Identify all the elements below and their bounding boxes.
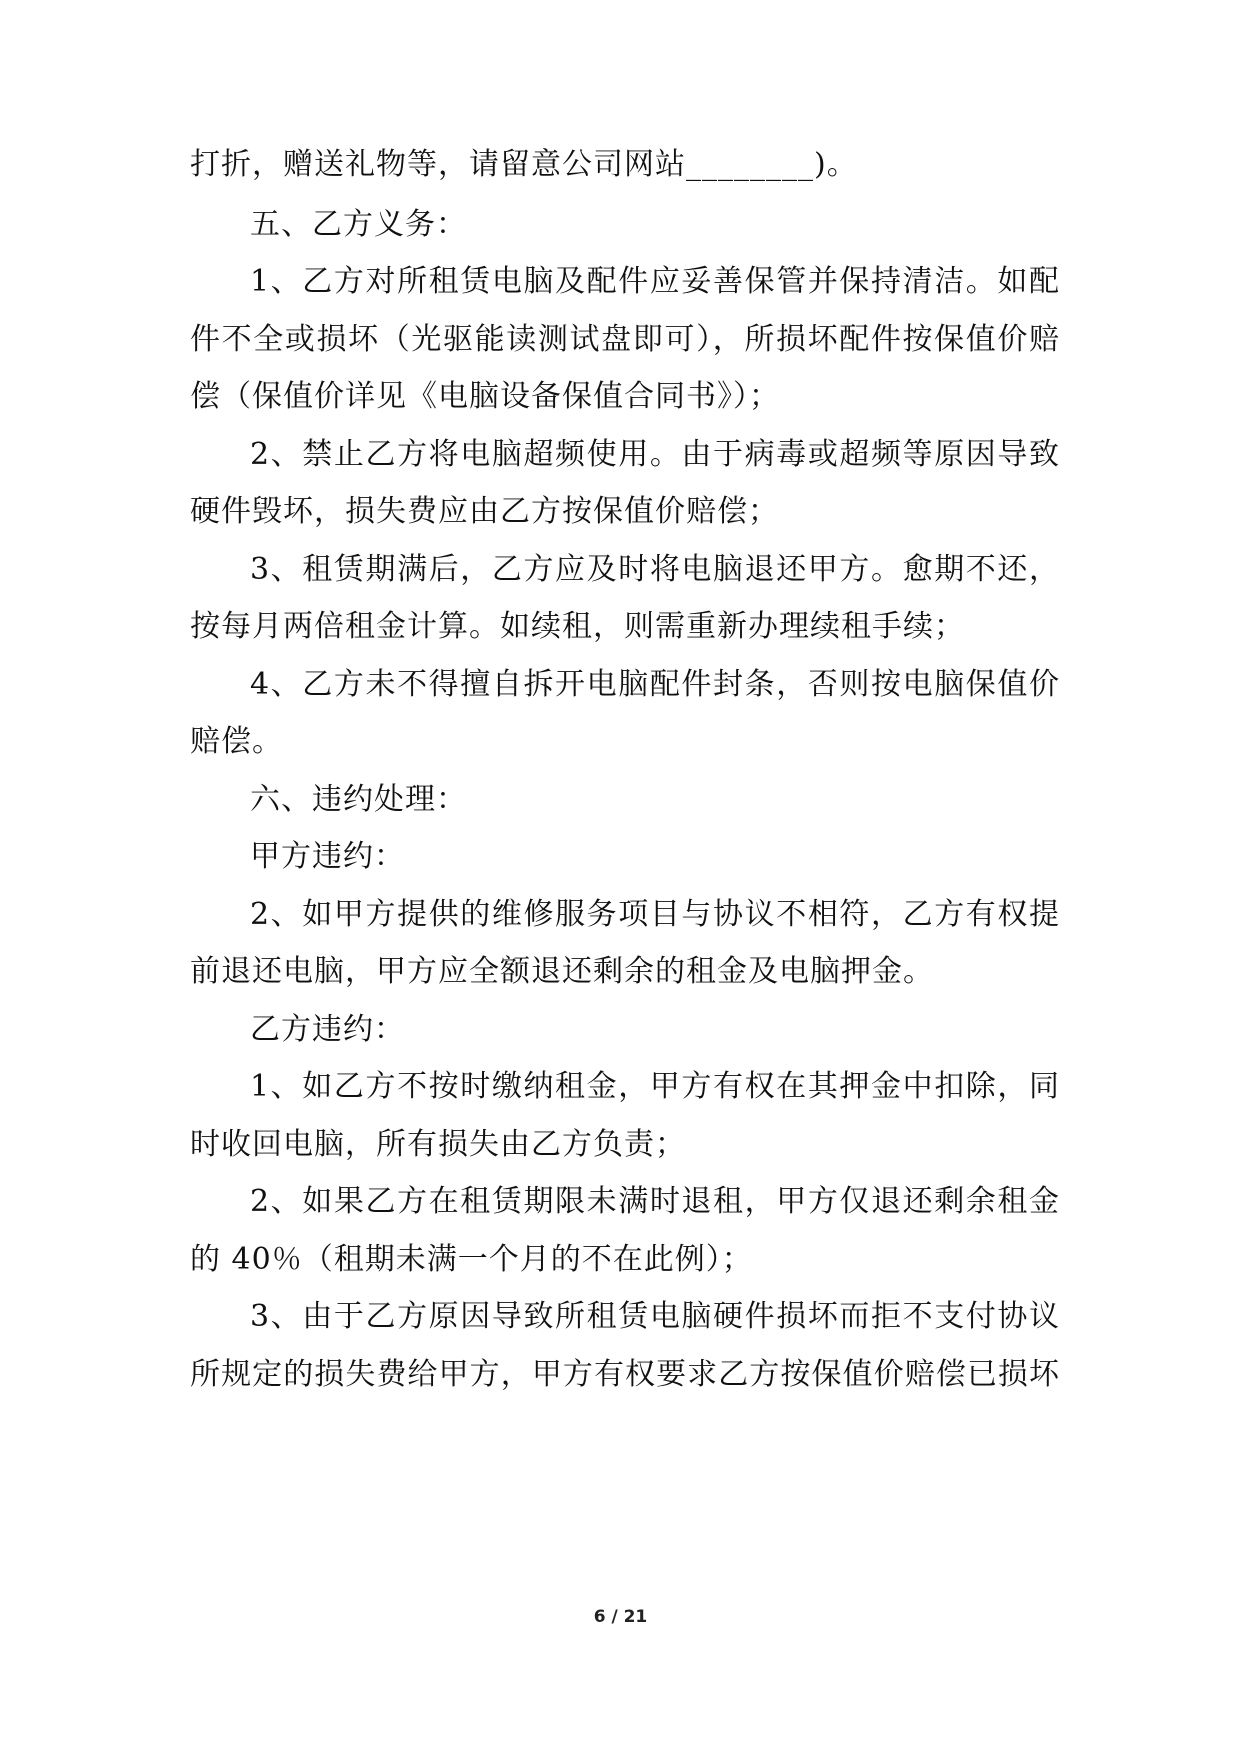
page-number: 6 / 21	[593, 1607, 648, 1627]
text-line: 2、如果乙方在租赁期限未满时退租，甲方仅退还剩余租金	[250, 1184, 1060, 1219]
text-line: 所规定的损失费给甲方，甲方有权要求乙方按保值价赔偿已损坏	[190, 1357, 1060, 1392]
text-line: 硬件毁坏，损失费应由乙方按保值价赔偿；	[190, 494, 779, 529]
text-line: 打折，赠送礼物等，请留意公司网站________)。	[190, 147, 858, 182]
text-line: 偿（保值价详见《电脑设备保值合同书》）；	[190, 379, 780, 414]
text-line: 按每月两倍租金计算。如续租，则需重新办理续租手续；	[190, 609, 965, 644]
text-line: 2、禁止乙方将电脑超频使用。由于病毒或超频等原因导致	[250, 437, 1060, 472]
text-line: 1、如乙方不按时缴纳租金，甲方有权在其押金中扣除，同	[250, 1069, 1060, 1104]
text-line: 前退还电脑，甲方应全额退还剩余的租金及电脑押金。	[190, 954, 934, 989]
text-line: 3、租赁期满后，乙方应及时将电脑退还甲方。愈期不还，	[250, 552, 1060, 587]
section-heading-breach: 六、违约处理：	[250, 782, 467, 817]
text-line: 赔偿。	[190, 724, 283, 759]
subheading-party-b-breach: 乙方违约：	[250, 1012, 405, 1047]
text-line: 4、乙方未不得擅自拆开电脑配件封条，否则按电脑保值价	[250, 667, 1060, 702]
text-line: 时收回电脑，所有损失由乙方负责；	[190, 1127, 686, 1162]
subheading-party-a-breach: 甲方违约：	[250, 839, 405, 874]
text-line: 的 40％（租期未满一个月的不在此例）；	[190, 1242, 753, 1277]
text-line: 2、如甲方提供的维修服务项目与协议不相符，乙方有权提	[250, 897, 1060, 932]
text-line: 1、乙方对所租赁电脑及配件应妥善保管并保持清洁。如配	[250, 264, 1060, 299]
text-line: 3、由于乙方原因导致所租赁电脑硬件损坏而拒不支付协议	[250, 1299, 1060, 1334]
section-heading-party-b-obligations: 五、乙方义务：	[250, 207, 467, 242]
text-line: 件不全或损坏（光驱能读测试盘即可），所损坏配件按保值价赔	[190, 322, 1060, 357]
